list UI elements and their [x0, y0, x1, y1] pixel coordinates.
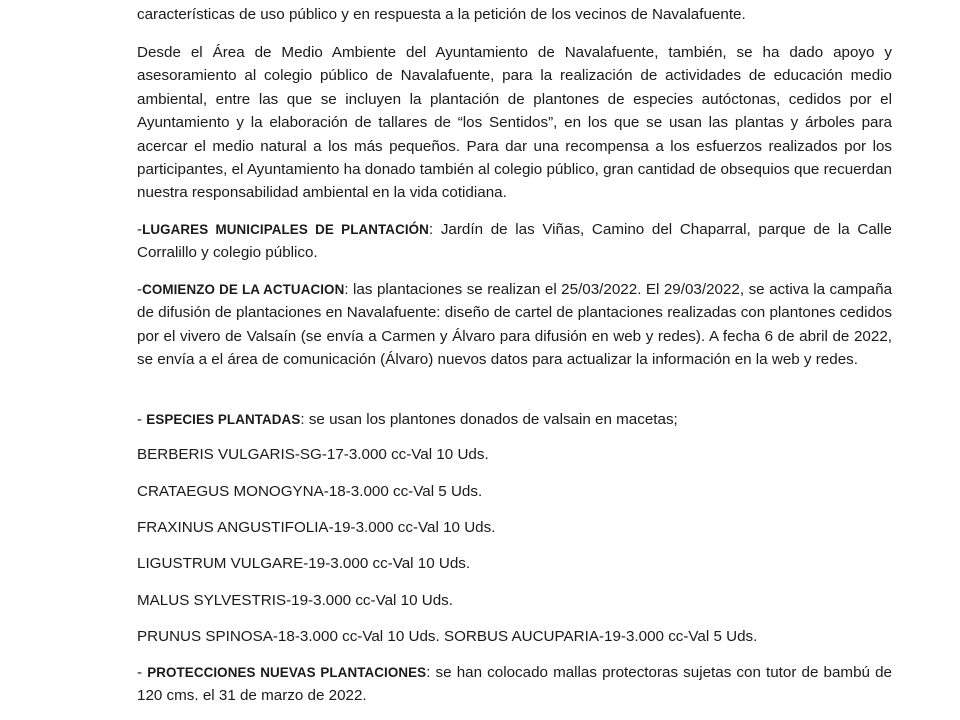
para-protecciones: [137, 661, 892, 708]
comienzo-prefix: -: [137, 281, 143, 298]
lugares-text: : Jardín de las Viñas, Camino del Chaparral, parque de la Calle Corralillo y colegio público.: [137, 221, 892, 262]
comienzo-label: COMIENZO DE LA ACTUACION: [142, 282, 345, 297]
lugares-prefix: -: [137, 221, 143, 238]
especies-text: : se usan los plantones donados de valsain en macetas;: [300, 411, 678, 428]
para-environment-support: Desde el Área de Medio Ambiente del Ayuntamiento de Navalafuente, también, se ha dado apoyo y asesoramiento al colegio público de Navalafuente, para la realización de actividades de educación medio ambiental, entre las que se incluyen la plantación de plantones de especies autóctonas, cedidos por el Ayuntamiento y la elaboración de tallares de “los Sentidos”, en los que se usan las plantas y árboles para acercar el medio natural a los más pequeños. Para dar una recompensa a los esfuerzos realizados por los participantes, el Ayuntamiento ha donado también al colegio público, gran cantidad de obsequios que recuerdan nuestra responsabilidad ambiental en la vida cotidiana.: [137, 44, 892, 202]
especies-prefix: -: [137, 411, 147, 428]
species-item: FRAXINUS ANGUSTIFOLIA-19-3.000 cc-Val 10 Uds.: [137, 519, 496, 536]
para-lugares: [137, 218, 892, 265]
protecciones-text: : se han colocado mallas protectoras sujetas con tutor de bambú de 120 cms. el 31 de marzo de 2022.: [137, 664, 892, 705]
especies-label: ESPECIES PLANTADAS: [146, 412, 301, 427]
comienzo-text: : las plantaciones se realizan el 25/03/2022. El 29/03/2022, se activa la campaña de difusión de plantaciones en Navalafuente: diseño de cartel de plantaciones realizadas con plantones cedidos por el vivero de Valsaín (se envía a Carmen y Álvaro para difusión en web y redes). A fecha 6 de abril de 2022, se envía a el área de comunicación (Álvaro) nuevos datos para actualizar la información en la web y redes.: [137, 281, 893, 369]
species-item: BERBERIS VULGARIS-SG-17-3.000 cc-Val 10 Uds.: [137, 446, 489, 463]
lugares-label: LUGARES MUNICIPALES DE PLANTACIÓN: [142, 222, 429, 237]
protecciones-prefix: -: [137, 664, 148, 681]
cut-off-top-line: [137, 0, 892, 1]
para-comienzo: [137, 278, 892, 372]
para-0-tail: características de uso público y en respuesta a la petición de los vecinos de Navalafuente.: [137, 6, 746, 23]
species-item: PRUNUS SPINOSA-18-3.000 cc-Val 10 Uds. SORBUS AUCUPARIA-19-3.000 cc-Val 5 Uds.: [137, 628, 758, 645]
species-item: LIGUSTRUM VULGARE-19-3.000 cc-Val 10 Uds.: [137, 555, 471, 572]
species-item: MALUS SYLVESTRIS-19-3.000 cc-Val 10 Uds.: [137, 592, 453, 609]
species-item: CRATAEGUS MONOGYNA-18-3.000 cc-Val 5 Uds.: [137, 483, 483, 500]
para-especies: [137, 408, 892, 431]
protecciones-label: PROTECCIONES NUEVAS PLANTACIONES: [147, 665, 427, 680]
